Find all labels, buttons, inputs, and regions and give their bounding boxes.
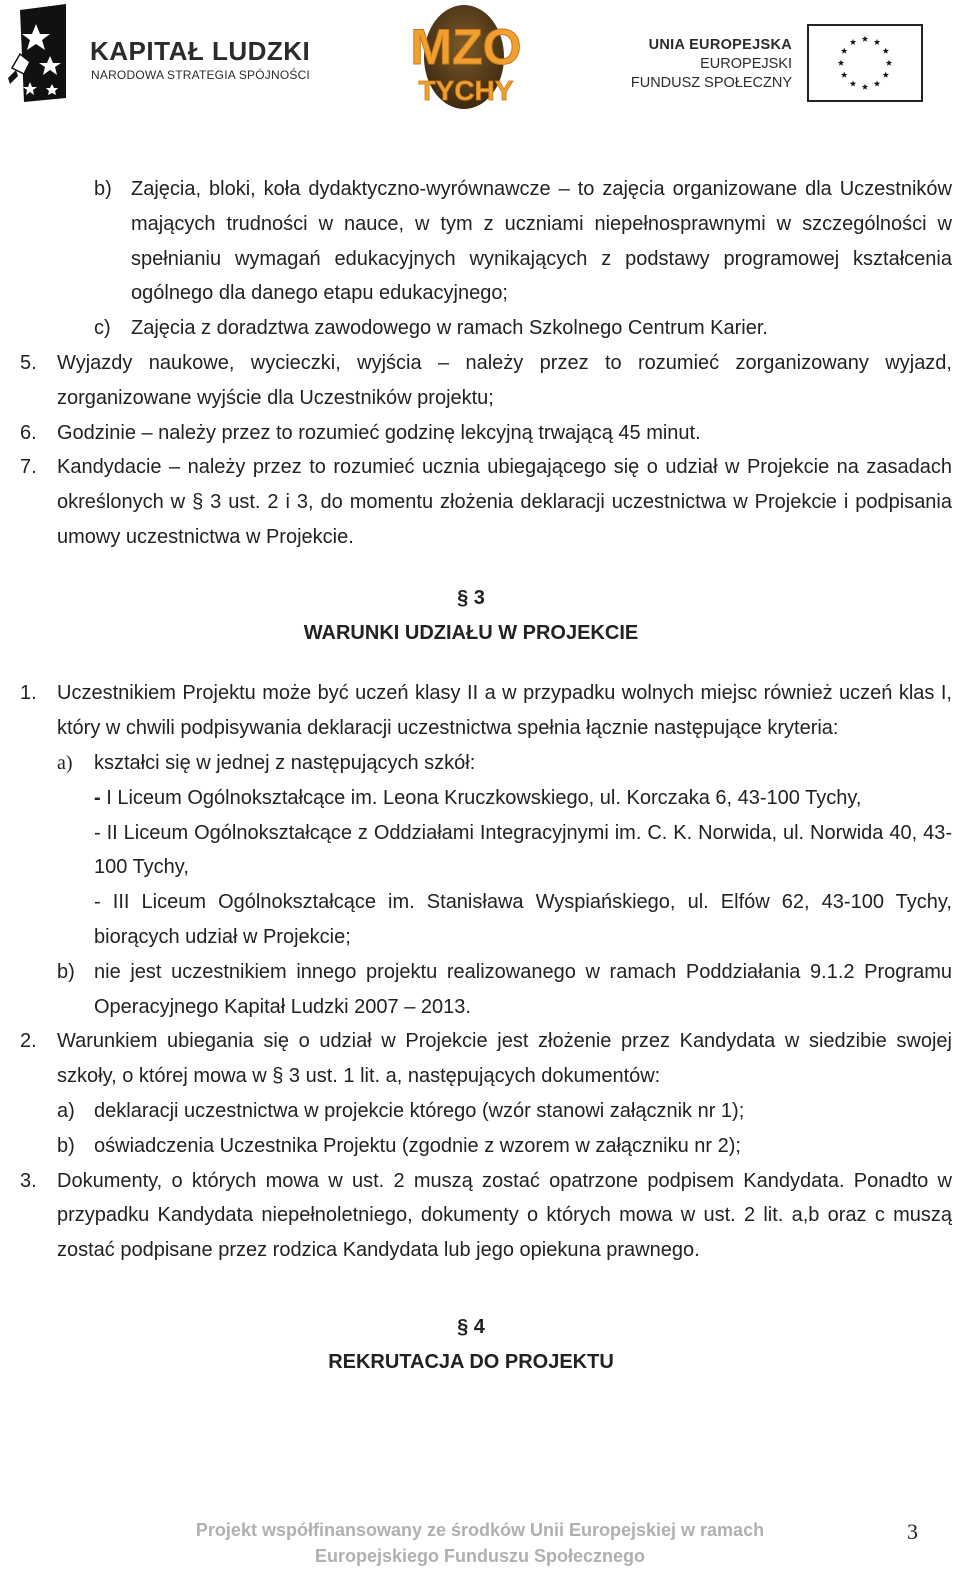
school-item	[20, 816, 952, 886]
eu-star-icon	[874, 80, 880, 86]
document-body	[20, 172, 952, 1380]
list-marker: 1.	[20, 682, 37, 705]
list-text: Uczestnikiem Projektu może być uczeń klasy II a w przypadku wolnych miejsc również uczeń klas I, który w chwili podpisywania deklaracji uczestnictwa spełnia łącznie następujące kryteria:	[57, 682, 952, 740]
list-item	[20, 346, 952, 416]
list-item	[20, 676, 952, 746]
list-text: nie jest uczestnikiem innego projektu realizowanego w ramach Poddziałania 9.1.2 Programu Operacyjnego Kapitał Ludzki 2007 – 2013.	[94, 960, 952, 1018]
eu-star-icon	[883, 48, 889, 54]
list-text: Godzinie – należy przez to rozumieć godzinę lekcyjną trwającą 45 minut.	[57, 421, 701, 444]
list-marker: 7.	[20, 456, 37, 479]
mzo-tychy-logo	[402, 2, 530, 112]
list-item	[20, 955, 952, 1025]
eu-flag-icon	[807, 24, 923, 102]
eu-star-icon	[886, 60, 892, 66]
page-header	[0, 0, 960, 120]
list-marker: 2.	[20, 1030, 37, 1053]
school-item	[20, 781, 952, 816]
list-marker: c)	[94, 317, 111, 340]
list-item	[20, 450, 952, 554]
list-item	[20, 416, 952, 451]
section-4-title: REKRUTACJA DO PROJEKTU	[328, 1350, 614, 1373]
list-text: oświadczenia Uczestnika Projektu (zgodnie z wzorem w załączniku nr 2);	[94, 1134, 741, 1157]
kapital-ludzki-title: KAPITAŁ LUDZKI	[90, 36, 311, 66]
eu-star-icon	[841, 48, 847, 54]
list-marker: 6.	[20, 421, 37, 444]
list-text: kształci się w jednej z następujących szkół:	[94, 751, 476, 774]
eu-logo-line3: FUNDUSZ SPOŁECZNY	[630, 75, 792, 91]
page-number: 3	[907, 1519, 918, 1544]
eu-star-icon	[838, 60, 844, 66]
eu-star-icon	[841, 72, 847, 78]
eu-logo-text	[631, 36, 792, 93]
list-text: deklaracji uczestnictwa w projekcie którego (wzór stanowi załącznik nr 1);	[94, 1099, 745, 1122]
list-marker: b)	[57, 960, 75, 983]
list-item	[20, 746, 952, 781]
list-dash: -	[94, 821, 101, 844]
tychy-logo-text: TYCHY	[418, 75, 514, 106]
list-item	[20, 1024, 952, 1094]
list-marker: a)	[57, 1099, 75, 1122]
kapital-ludzki-emblem-icon	[6, 4, 70, 104]
kapital-ludzki-subtitle: NARODOWA STRATEGIA SPÓJNOŚCI	[91, 68, 310, 82]
list-item	[20, 1164, 952, 1268]
eu-star-icon	[874, 39, 880, 45]
eu-star-icon	[850, 39, 856, 45]
mzo-logo-text: MZO	[410, 19, 522, 75]
list-text: Zajęcia z doradztwa zawodowego w ramach Szkolnego Centrum Karier.	[131, 317, 768, 340]
list-item	[20, 172, 952, 311]
list-item	[20, 311, 952, 346]
eu-star-icon	[862, 36, 868, 42]
school-text: I Liceum Ogólnokształcące im. Leona Kruczkowskiego, ul. Korczaka 6, 43-100 Tychy,	[106, 786, 862, 809]
list-marker: 3.	[20, 1169, 37, 1192]
eu-star-icon	[850, 80, 856, 86]
footer-line-1: Projekt współfinansowany ze środków Unii Europejskiej w ramach	[195, 1520, 765, 1540]
eu-star-icon	[862, 84, 868, 90]
list-marker: b)	[57, 1134, 75, 1157]
list-marker: 5.	[20, 351, 37, 374]
eu-logo-line2: EUROPEJSKI	[700, 56, 792, 72]
list-text: Warunkiem ubiegania się o udział w Projekcie jest złożenie przez Kandydata w siedzibie swojej szkoły, o której mowa w § 3 ust. 1 lit. a, następujących dokumentów:	[57, 1030, 952, 1088]
section-3-number: § 3	[457, 586, 485, 609]
section-4-number: § 4	[457, 1315, 485, 1338]
list-marker: a)	[57, 751, 73, 774]
eu-logo-line1: UNIA EUROPEJSKA	[648, 37, 792, 53]
section-3-title: WARUNKI UDZIAŁU W PROJEKCIE	[303, 621, 639, 644]
school-item	[20, 885, 952, 955]
footer-line-2: Europejskiego Funduszu Społecznego	[314, 1546, 646, 1566]
school-text: II Liceum Ogólnokształcące z Oddziałami Integracyjnymi im. C. K. Norwida, ul. Norwida 40, 43-100 Tychy,	[94, 821, 952, 879]
list-marker: b)	[94, 178, 112, 200]
list-text: Dokumenty, o których mowa w ust. 2 muszą zostać opatrzone podpisem Kandydata. Ponadto w przypadku Kandydata niepełnoletniego, dokumenty o których mowa w ust. 2 lit. a,b oraz c muszą zostać podpisane przez rodzica Kandydata lub jego opiekuna prawnego.	[57, 1169, 952, 1262]
list-dash: -	[94, 891, 101, 914]
list-item	[20, 1129, 952, 1164]
school-text: III Liceum Ogólnokształcące im. Stanisława Wyspiańskiego, ul. Elfów 62, 43-100 Tychy, biorących udział w Projekcie;	[94, 891, 952, 948]
page-footer	[130, 1517, 830, 1569]
list-dash: -	[94, 786, 101, 809]
list-text: Zajęcia, bloki, koła dydaktyczno-wyrównawcze – to zajęcia organizowane dla Uczestników mających trudności w nauce, w tym z uczniami niepełnosprawnymi w szczególności w spełnianiu wymagań edukacyjnych wynikających z podstawy programowej kształcenia ogólnego dla danego etapu edukacyjnego;	[131, 178, 952, 305]
list-item	[20, 1094, 952, 1129]
eu-star-icon	[883, 72, 889, 78]
list-text: Wyjazdy naukowe, wycieczki, wyjścia – należy przez to rozumieć zorganizowany wyjazd, zorganizowane wyjście dla Uczestników projektu;	[57, 351, 952, 409]
list-text: Kandydacie – należy przez to rozumieć ucznia ubiegającego się o udział w Projekcie na zasadach określonych w § 3 ust. 2 i 3, do momentu złożenia deklaracji uczestnictwa w Projekcie i podpisania umowy uczestnictwa w Projekcie.	[57, 456, 952, 548]
